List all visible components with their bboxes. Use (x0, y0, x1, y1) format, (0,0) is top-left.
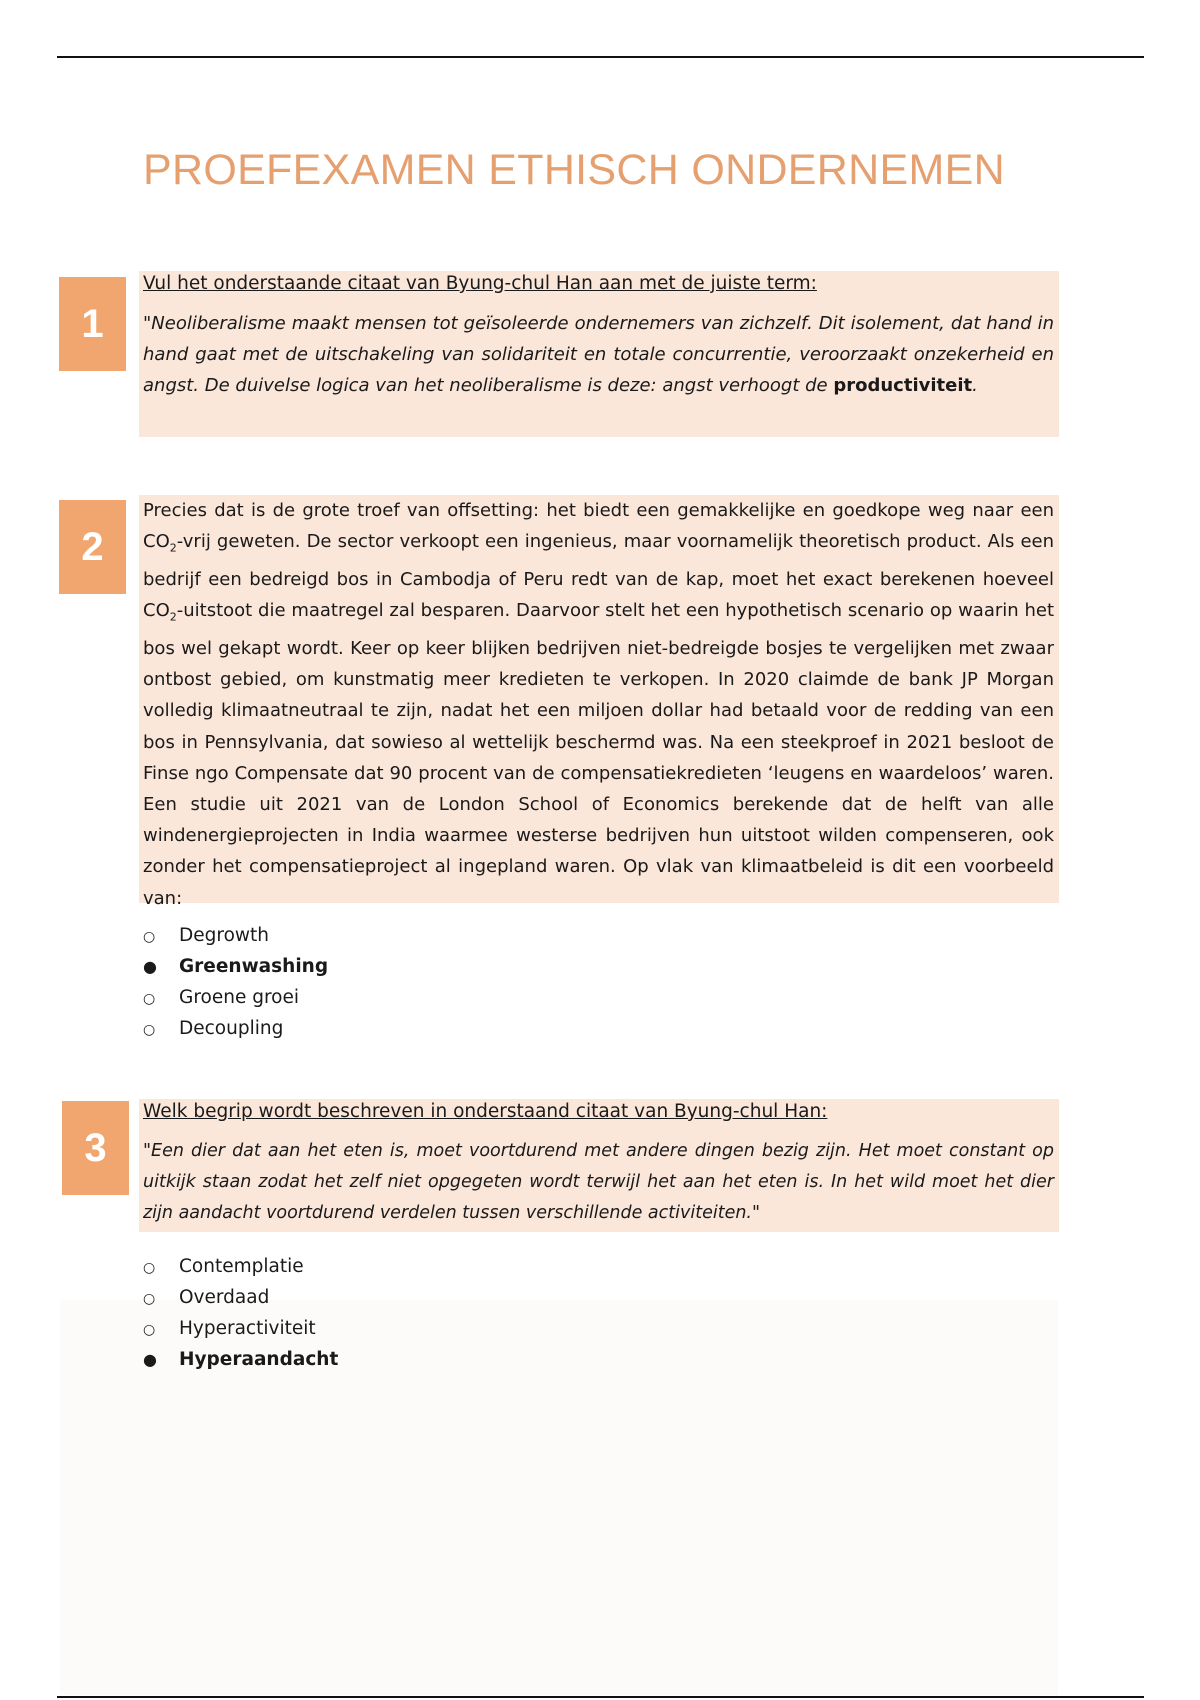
question-2-box (139, 495, 1059, 909)
radio-empty-icon: ○ (143, 1022, 156, 1038)
option-hyperaandacht[interactable] (143, 1344, 338, 1375)
question-1-label: Vul het onderstaande citaat van Byung-chul Han aan met de juiste term: (143, 273, 817, 294)
option-label: Contemplatie (179, 1256, 304, 1277)
option-contemplatie[interactable] (143, 1251, 338, 1282)
question-number-3: 3 (62, 1101, 129, 1195)
question-1-answer: productiviteit (833, 375, 973, 396)
question-number-1: 1 (59, 277, 126, 371)
question-3-quote: "Een dier dat aan het eten is, moet voortdurend met andere dingen bezig zijn. Het moet constant op uitkijk staan zodat het zelf niet opgegeten wordt terwijl het aan het eten is. In het wild moet het dier zijn aandacht voortdurend verdelen tussen verschillende activiteiten." (143, 1141, 1054, 1223)
option-label: Overdaad (179, 1287, 270, 1308)
option-greenwashing[interactable] (143, 951, 328, 982)
question-2-text-part-2: -vrij geweten. De sector verkoopt een ingenieus, maar voornamelijk theoretisch product. Als een bedrijf een bedreigd bos in Cambodja of Peru redt van de kap, moet het exact berekenen hoeveel CO (143, 531, 1054, 622)
option-decoupling[interactable] (143, 1013, 328, 1044)
radio-filled-icon: ● (143, 957, 157, 976)
radio-empty-icon: ○ (143, 1260, 156, 1276)
question-2-text-part-1: Precies dat is de grote troef van offsetting: het biedt een gemakkelijke en goedkope weg naar een CO (143, 500, 1054, 553)
option-groene-groei[interactable] (143, 982, 328, 1013)
question-number-2: 2 (59, 500, 126, 594)
bottom-rule (57, 1696, 1144, 1698)
option-label: Decoupling (179, 1018, 284, 1039)
option-label-selected: Hyperaandacht (179, 1349, 339, 1370)
option-label: Hyperactiviteit (179, 1318, 316, 1339)
option-hyperactiviteit[interactable] (143, 1313, 338, 1344)
radio-empty-icon: ○ (143, 1322, 156, 1338)
question-2-options (143, 920, 328, 1044)
question-1-quote (143, 308, 1054, 401)
radio-filled-icon: ● (143, 1350, 157, 1369)
question-2-text-part-3: -uitstoot die maatregel zal besparen. Daarvoor stelt het een hypothetisch scenario op waarin het bos wel gekapt wordt. Keer op keer blijken bedrijven niet-bedreigde bosjes te vergelijken met zwaar ontbost gebied, om kunstmatig meer kredieten te verkopen. In 2020 claimde de bank JP Morgan volledig klimaatneutraal te zijn, nadat het een miljoen dollar had betaald voor de redding van een bos in Pennsylvania, dat sowieso al wettelijk beschermd was. Na een steekproef in 2021 besloot de Finse ngo Compensate dat 90 procent van de compensatiekredieten ‘leugens en waardeloos’ waren. Een studie uit 2021 van de London School of Economics berekende dat de helft van alle windenergieprojecten in India waarmee westerse bedrijven hun uitstoot wilden compenseren, ook zonder het compensatieproject al ingepland waren. Op vlak van klimaatbeleid is dit een voorbeeld van: (143, 600, 1054, 909)
page-title: PROEFEXAMEN ETHISCH ONDERNEMEN (143, 146, 1005, 194)
question-1-quote-end: . (972, 375, 978, 396)
radio-empty-icon: ○ (143, 1291, 156, 1307)
question-3-box (139, 1099, 1059, 1232)
question-3-label: Welk begrip wordt beschreven in onderstaand citaat van Byung-chul Han: (143, 1101, 828, 1122)
option-label-selected: Greenwashing (179, 956, 329, 977)
option-label: Degrowth (179, 925, 269, 946)
option-label: Groene groei (179, 987, 300, 1008)
radio-empty-icon: ○ (143, 991, 156, 1007)
question-1-quote-text: "Neoliberalisme maakt mensen tot geïsoleerde ondernemers van zichzelf. Dit isolement, dat hand in hand gaat met de uitschakeling van solidariteit en totale concurrentie, veroorzaakt onzekerheid en angst. De duivelse logica van het neoliberalisme is deze: angst verhoogt de (143, 313, 1054, 396)
question-3-options (143, 1251, 338, 1375)
radio-empty-icon: ○ (143, 929, 156, 945)
question-1-box (139, 271, 1059, 437)
option-degrowth[interactable] (143, 920, 328, 951)
top-rule (57, 56, 1144, 58)
option-overdaad[interactable] (143, 1282, 338, 1313)
question-2-text (143, 495, 1054, 914)
co2-subscript-2: 2 (169, 610, 177, 624)
co2-subscript-1: 2 (169, 541, 177, 555)
